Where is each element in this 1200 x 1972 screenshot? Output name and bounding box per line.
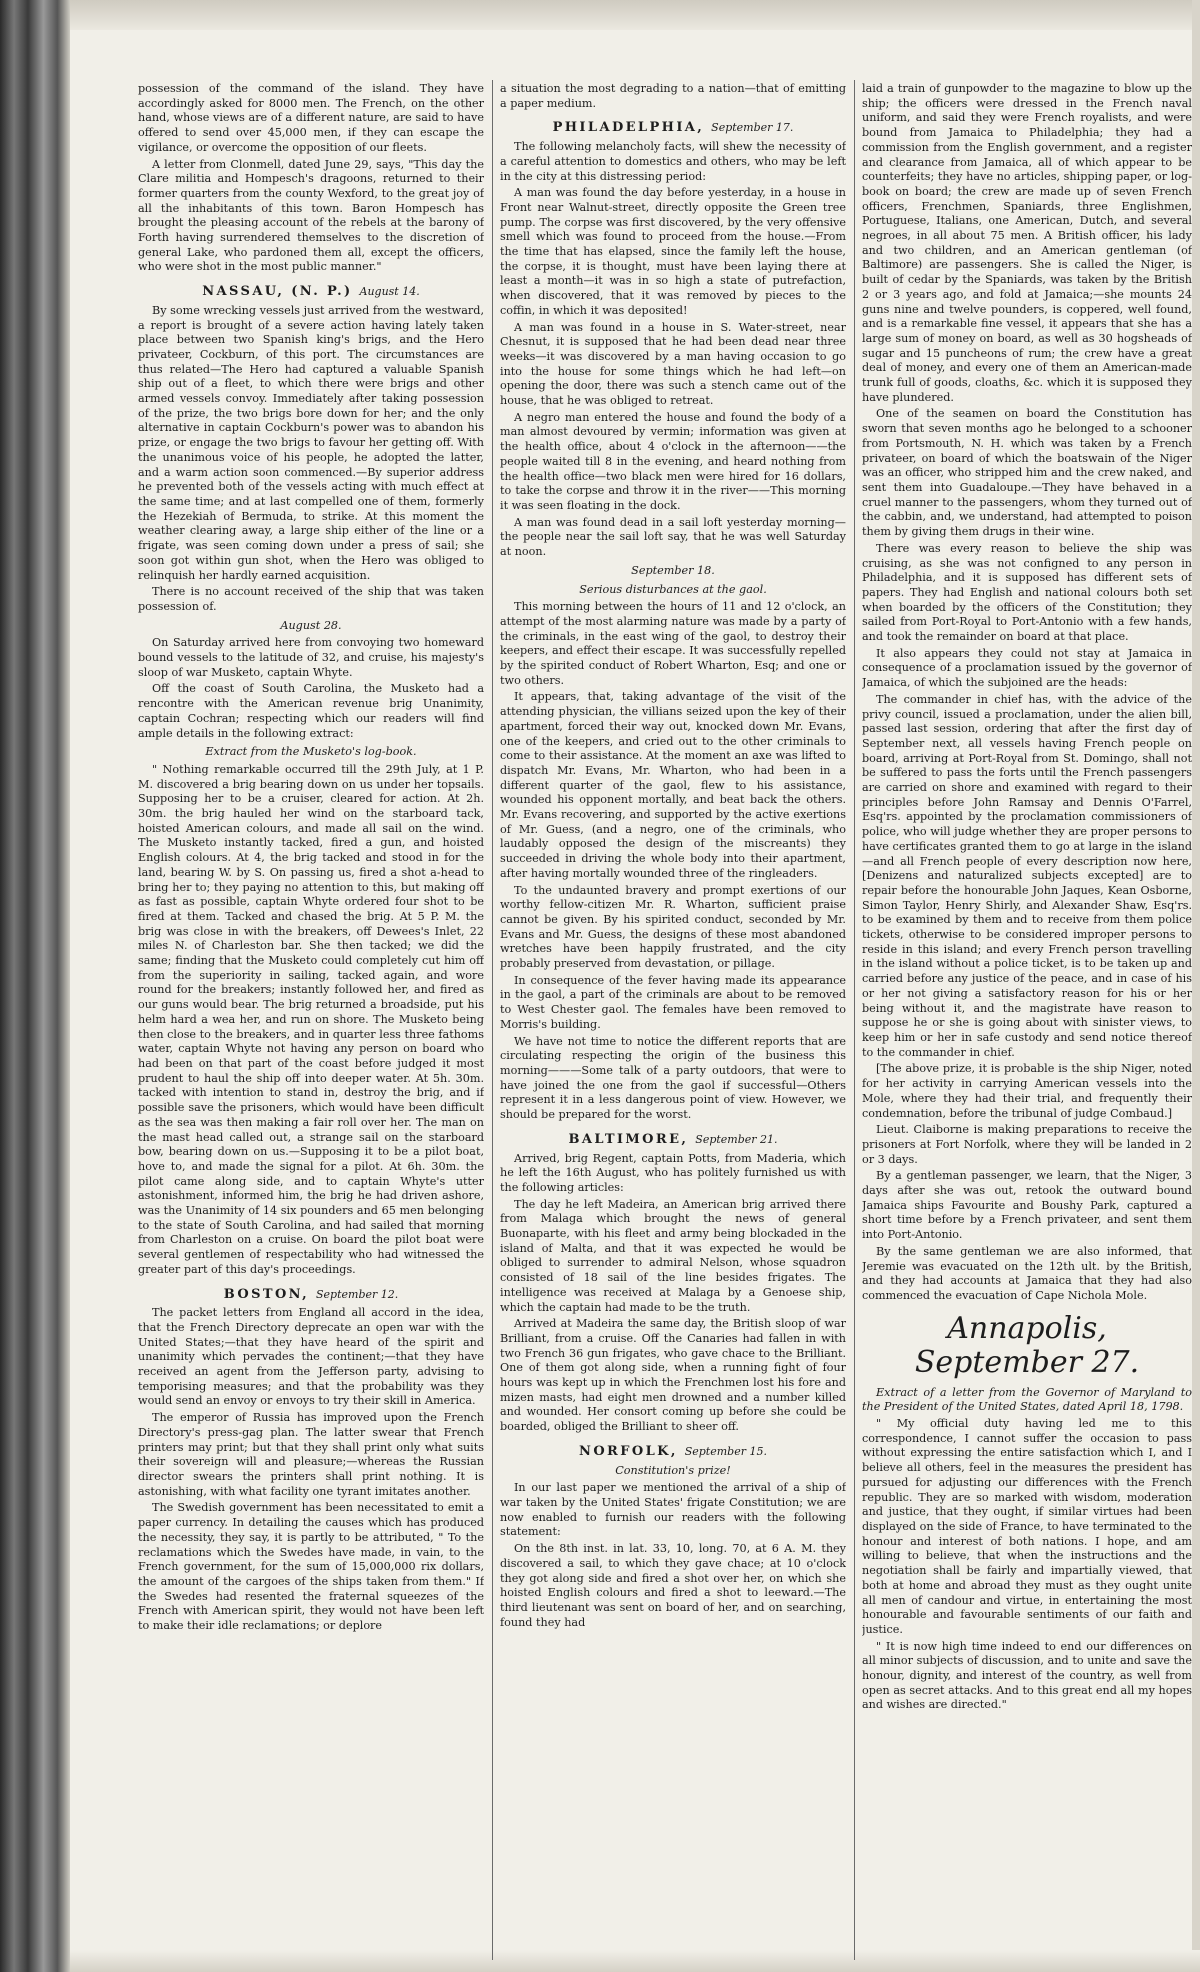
page-right-edge xyxy=(1192,0,1200,1972)
dateline-place: PHILADELPHIA, xyxy=(552,120,705,136)
dateline-place: BALTIMORE, xyxy=(568,1131,689,1147)
paragraph: This morning between the hours of 11 and 12 o'clock, an attempt of the most alarming nature was made by a party of the criminals, in the east wing of the gaol, to destroy their keepers, and effect their escape. It was successfully repelled by the spirited conduct of Robert Wharton, Esq; and one or two others. xyxy=(500,600,846,687)
dateline-date: August 14. xyxy=(359,285,420,299)
subheading-extract: Extract from the Musketo's log-book. xyxy=(205,745,417,759)
paragraph: " It is now high time indeed to end our differences on all minor subjects of discussion, and to unite and save the honour, dignity, and interest of the country, as well from open as secret attacks. And to this great end all my hopes and wishes are directed." xyxy=(862,1639,1192,1712)
dateline-date: September 21. xyxy=(695,1132,778,1146)
paragraph: A man was found dead in a sail loft yesterday morning—the people near the sail loft say, that he was well Saturday at noon. xyxy=(500,515,846,559)
subheading-title: Serious disturbances at the gaol. xyxy=(579,582,767,596)
paragraph: By some wrecking vessels just arrived from the westward, a report is brought of a severe action having lately taken place between two Spanish king's brigs, and the Hero privateer, Cockburn, of this port. The circumstances are thus related—The Hero had captured a valuable Spanish ship out of a fleet, to which there were brigs and other armed vessels convoy. Immediately after taking possession of the prize, the two brigs bore down for her; and the only alternative in captain Cockburn's power was to abandon his prize, or engage the two brigs to favour her getting off. With the unanimous voice of his people, he adopted the latter, and a warm action soon commenced.—By superior address he prevented both of the vessels acting with much effect at the same time; and at last compelled one of them, formerly the Hezekiah of Bermuda, to strike. At this moment the weather clearing away, a large ship either of the line or a frigate, was seen coming down under a press of sail; she soon got within gun shot, when the Hero was obliged to relinquish her hardly earned acquisition. xyxy=(138,303,484,582)
paragraph: In consequence of the fever having made its appearance in the gaol, a part of the criminals are about to be removed to West Chester gaol. The females have been removed to Morris's building. xyxy=(500,973,846,1031)
paragraph: A man was found the day before yesterday, in a house in Front near Walnut-street, directly opposite the Green tree pump. The corpse was first discovered, by the very offensive smell which was found to proceed from the house.—From the time that has elapsed, since the family left the house, the corpse, it is thought, must have been laying there at least a month—it was in so high a state of putrefaction, when discovered, that it was removed by pieces to the coffin, in which it was deposited! xyxy=(500,186,846,317)
paragraph: By a gentleman passenger, we learn, that the Niger, 3 days after she was out, retook the outward bound Jamaica ships Favourite and Boushy Park, captured a short time before by a French privateer, and sent them into Port-Antonio. xyxy=(862,1169,1192,1242)
dateline-baltimore xyxy=(500,1133,846,1148)
dateline-date: September 12. xyxy=(316,1287,399,1301)
paragraph: The emperor of Russia has improved upon the French Directory's press-gag plan. The latter swear that French printers may print; but that they shall print only what suits their sovereign will and pleasure;—whereas the Russian director swears the printers shall print nothing. It is astonishing, with what facility one tyrant imitates another. xyxy=(138,1411,484,1498)
paragraph: possession of the command of the island. They have accordingly asked for 8000 men. The French, on the other hand, whose views are of a different nature, are said to have offered to send over 45,000 men, if they can escape the vigilance, or overcome the opposition of our fleets. xyxy=(138,82,484,154)
subheading-title: Constitution's prize! xyxy=(615,1463,731,1477)
paragraph: There is no account received of the ship that was taken possession of. xyxy=(138,585,484,613)
dateline-boston xyxy=(138,1288,484,1303)
paragraph: A negro man entered the house and found the body of a man almost devoured by vermin; information was given at the health office, about 4 o'clock in the afternoon——the people waited till 8 in the evening, and heard nothing from the health office—two black men were hired for 16 dollars, to take the corpse and throw it in the river——This morning it was seen floating in the dock. xyxy=(500,410,846,512)
paragraph: On Saturday arrived here from convoying two homeward bound vessels to the latitude of 32, and cruise, his majesty's sloop of war Musketo, captain Whyte. xyxy=(138,636,484,679)
paragraph: Arrived at Madeira the same day, the British sloop of war Brilliant, from a cruise. Off the Canaries had fallen in with two French 36 gun frigates, who gave chace to the Brilliant. One of them got along side, when a running fight of four hours was kept up in which the Frenchmen lost his fore and mizen masts, had eight men drowned and a number killed and wounded. Her consort coming up before she could be boarded, obliged the Brilliant to sheer off. xyxy=(500,1317,846,1434)
dateline-norfolk xyxy=(500,1445,846,1460)
dateline-philadelphia xyxy=(500,121,846,136)
paragraph: Arrived, brig Regent, captain Potts, from Maderia, which he left the 16th August, who has politely furnished us with the following articles: xyxy=(500,1151,846,1194)
paragraph: By the same gentleman we are also informed, that Jeremie was evacuated on the 12th ult. by the British, and they had accounts at Jamaica that they had also commenced the evacuation of Cape Nichola Mole. xyxy=(862,1244,1192,1302)
dateline-nassau xyxy=(138,285,484,300)
paragraph: To the undaunted bravery and prompt exertions of our worthy fellow-citizen Mr. R. Wharton, sufficient praise cannot be given. By his spirited conduct, seconded by Mr. Evans and Mr. Guess, the designs of these most abandoned wretches have been happily frustrated, and the city probably preserved from devastation, or pillage. xyxy=(500,883,846,971)
paragraph: The day he left Madeira, an American brig arrived there from Malaga which brought the news of general Buonaparte, with his fleet and army being blockaded in the island of Malta, and that it was expected he would be obliged to surrender to admiral Nelson, whose squadron consisted of 18 sail of the line besides frigates. The intelligence was received at Malaga by a Genoese ship, which the captain had made to be the truth. xyxy=(500,1197,846,1314)
paragraph: It appears, that, taking advantage of the visit of the attending physician, the villians seized upon the key of their apartment, forced their way out, knocked down Mr. Evans, one of the keepers, and cried out to the other criminals to come to their assistance. At the moment an axe was lifted to dispatch Mr. Evans, Mr. Wharton, who had been in a different quarter of the gaol, flew to his assistance, wounded his opponent mortally, and beat back the others. Mr. Evans recovering, and supported by the active exertions of Mr. Guess, (and a negro, one of the criminals, who laudably opposed the design of the miscreants) they succeeded in driving the whole body into their apartment, after having mortally wounded three of the ringleaders. xyxy=(500,690,846,880)
paragraph: A man was found in a house in S. Water-street, near Chesnut, it is supposed that he had been dead near three weeks—it was discovered by a man having occasion to go into the house for some things which he had left—on opening the door, there was such a stench came out of the house, that he was obliged to retreat. xyxy=(500,320,846,408)
dateline-place: NASSAU, (N. P.) xyxy=(202,284,353,300)
dateline-place: NORFOLK, xyxy=(579,1443,678,1459)
book-binding-gutter xyxy=(0,0,70,1972)
paragraph: In our last paper we mentioned the arrival of a ship of war taken by the United States' frigate Constitution; we are now enabled to furnish our readers with the following statement: xyxy=(500,1481,846,1539)
dateline-place: BOSTON, xyxy=(223,1286,310,1302)
paragraph: One of the seamen on board the Constitution has sworn that seven months ago he belonged to a schooner from Portsmouth, N. H. which was taken by a French privateer, on board of which the boatswain of the Niger was an officer, who stripped him and the crew naked, and sent them into Guadaloupe.—They have behaved in a cruel manner to the passengers, whom they turned out of the cabbin, and, we understand, had attempted to poison them by giving them drugs in their wine. xyxy=(862,407,1192,539)
paragraph: laid a train of gunpowder to the magazine to blow up the ship; the officers were dressed in the French naval uniform, and said they were French royalists, and were bound from Jamaica to Philadelphia; they had a commission from the English government, and a register and clearance from Jamaica, all of which appear to be counterfeits; they have no articles, shipping paper, or log-book on board; the crew are made up of seven French officers, Frenchmen, Spaniards, three Englishmen, Portuguese, Italians, one American, Dutch, and several negroes, in all about 75 men. A British officer, his lady and two children, and an American gentleman (of Baltimore) are passengers. She is called the Niger, is built of cedar by the Spaniards, was taken by the British 2 or 3 years ago, and fold at Jamaica;—she mounts 24 guns nine and twelve pounders, is coppered, well found, and is a remarkable fine vessel, it appears that she has a large sum of money on board, as well as 30 hogsheads of sugar and 15 puncheons of rum; the crew have a great deal of money, and every one of them an American-made trunk full of goods, cloaths, &c. which it is supposed they have plundered. xyxy=(862,82,1192,404)
paragraph: We have not time to notice the different reports that are circulating respecting the origin of the business this morning———Some talk of a party outdoors, that were to have joined the one from the gaol if successful—Others represent it in a less dangerous point of view. However, we should be prepared for the worst. xyxy=(500,1034,846,1122)
dateline-date: September 15. xyxy=(684,1444,767,1458)
paragraph: " Nothing remarkable occurred till the 29th July, at 1 P. M. discovered a brig bearing down on us under her topsails. Supposing her to be a cruiser, cleared for action. At 2h. 30m. the brig hauled her wind on the starboard tack, hoisted American colours, and made all sail on the wind. The Musketo instantly tacked, fired a gun, and hoisted English colours. At 4, the brig tacked and stood in for the land, bearing W. by S. On passing us, fired a shot a-head to bring her to; they paying no attention to this, but making off as fast as possible, captain Whyte ordered four shot to be fired at them. Tacked and chased the brig. At 5 P. M. the brig was close in with the breakers, off Dewees's Inlet, 22 miles N. of Charleston bar. She then tacked; we did the same; finding that the Musketo could completely cut him off from the superiority in sailing, tacked again, and wore round for the breakers; instantly followed her, and fired as our guns would bear. The brig returned a broadside, put his helm hard a wea her, and run on shore. The Musketo being then close to the breakers, and in quarter less three fathoms water, captain Whyte not having any person on board who had been on that part of the coast before judged it most prudent to haul the ship off into deeper water. At 5h. 30m. tacked with intention to stand in, destroy the brig, and if possible save the prisoners, which would have been difficult as the sea was then making a fair roll over her. The man on the mast head called out, a strange sail on the starboard bow, bearing down on us.—Supposing it to be a pilot boat, hove to, and made the signal for a pilot. At 6h. 30m. the pilot came along side, and to captain Whyte's utter astonishment, informed him, the brig he had driven ashore, was the Unanimity of 14 six pounders and 65 men belonging to the state of South Carolina, and had sailed that morning from Charleston on a cruise. On board the pilot boat were several gentlemen of respectability who had witnessed the greater part of this day's proceedings. xyxy=(138,762,484,1276)
paragraph: " My official duty having led me to this correspondence, I cannot suffer the occasion to pass without expressing the entire satisfaction which I, and I believe all others, feel in the measures the president has pursued for adjusting our differences with the French republic. They are so marked with wisdom, moderation and justice, that they ought, if similar virtues had been displayed on the side of France, to have terminated to the honour and interest of both nations. I hope, and am willing to believe, that when the instructions and the negotiation shall be fairly and impartially viewed, that both at home and abroad they must as they ought unite all men of candour and virtue, in entertaining the most honourable and favourable sentiments of our faith and justice. xyxy=(862,1417,1192,1636)
paragraph: The packet letters from England all accord in the idea, that the French Directory deprecate an open war with the United States;—that they have heard of the spirit and unanimity which pervades the continent;—that they have received an agent from the Jefferson party, advising to temporising measures; and that the probability was they would send an envoy or envoys to try their skill in America. xyxy=(138,1306,484,1408)
column-rule-2 xyxy=(854,80,855,1960)
paragraph: Lieut. Claiborne is making preparations to receive the prisoners at Fort Norfolk, where they will be landed in 2 or 3 days. xyxy=(862,1123,1192,1166)
paragraph: [The above prize, it is probable is the ship Niger, noted for her activity in carrying American vessels into the Mole, where they had their trial, and frequently their condemnation, before the tribunal of judge Combaud.] xyxy=(862,1062,1192,1120)
paragraph: Off the coast of South Carolina, the Musketo had a rencontre with the American revenue brig Unanimity, captain Cochran; respecting which our readers will find ample details in the following extract: xyxy=(138,682,484,740)
dateline-date: September 17. xyxy=(711,121,794,135)
paragraph: It also appears they could not stay at Jamaica in consequence of a proclamation issued by the governor of Jamaica, of which the subjoined are the heads: xyxy=(862,646,1192,690)
extract-heading: Extract of a letter from the Governor of Maryland to the President of the United States, dated April 18, 1798. xyxy=(862,1385,1192,1414)
subheading-date: August 28. xyxy=(280,618,342,632)
subheading-date: September 18. xyxy=(631,563,715,577)
page-top-edge xyxy=(70,0,1200,30)
paragraph: The following melancholy facts, will shew the necessity of a careful attention to domestics and others, who may be left in the city at this distressing period: xyxy=(500,140,846,183)
paragraph: The Swedish government has been necessitated to emit a paper currency. In detailing the causes which has produced the necessity, they say, it is partly to be attributed, " To the reclamations which the Swedes have made, in vain, to the French government, for the sum of 15,000,000 rix dollars, the amount of the cargoes of the ships taken from them." If the Swedes had resented the fraternal squeezes of the French with American spirit, they would not have been left to make their idle reclamations; or deplore xyxy=(138,1501,484,1633)
dateline-annapolis: Annapolis, September 27. xyxy=(914,1310,1140,1380)
paragraph: a situation the most degrading to a nation—that of emitting a paper medium. xyxy=(500,82,846,110)
column-right xyxy=(862,82,1192,1954)
paragraph: A letter from Clonmell, dated June 29, says, "This day the Clare militia and Hompesch's dragoons, returned to their former quarters from the county Wexford, to the great joy of all the inhabitants of this town. Baron Hompesch has brought the pleasing account of the rebels at the barony of Forth having surrendered themselves to the discretion of general Lake, who pardoned them all, except the officers, who were shot in the most public manner." xyxy=(138,157,484,274)
column-rule-1 xyxy=(492,80,493,1960)
column-left xyxy=(138,82,484,1954)
column-middle xyxy=(500,82,846,1954)
paragraph: The commander in chief has, with the advice of the privy council, issued a proclamation, under the alien bill, passed last session, ordering that after the first day of September next, all vessels having French people on board, arriving at Port-Royal from St. Domingo, shall not be suffered to pass the forts until the French passengers are carried on shore and examined with regard to their principles before John Ramsay and Dennis O'Farrel, Esq'rs. appointed by the proclamation commissioners of police, who will judge whether they are proper persons to have certificates granted them to go at large in the island—and all French people of every description now here, [Denizens and naturalized subjects excepted] are to repair before the honourable John Jaques, Kean Osborne, Simon Taylor, Henry Shirly, and Alexander Shaw, Esq'rs. to be examined by them and to receive from them police tickets, otherwise to be considered improper persons to reside in this island; and every French person travelling in the island without a police ticket, is to be taken up and carried before any justice of the peace, and in case of his or her not giving a satisfactory reason for his or her being without it, and the magistrate have reason to suppose he or she is going about with sinister views, to keep him or her in safe custody and send notice thereof to the commander in chief. xyxy=(862,692,1192,1059)
paragraph: There was every reason to believe the ship was cruising, as she was not configned to any person in Philadelphia, and it is supposed has different sets of papers. They had English and national colours both set when boarded by the officers of the Constitution; they sailed from Port-Royal to Port-Antonio with a few hands, and took the remainder on board at that place. xyxy=(862,541,1192,644)
paragraph: On the 8th inst. in lat. 33, 10, long. 70, at 6 A. M. they discovered a sail, to which they gave chace; at 10 o'clock they got along side and fired a shot over her, on which she hoisted English colours and fired a shot to leeward.—The third lieutenant was sent on board of her, and on searching, found they had xyxy=(500,1542,846,1629)
